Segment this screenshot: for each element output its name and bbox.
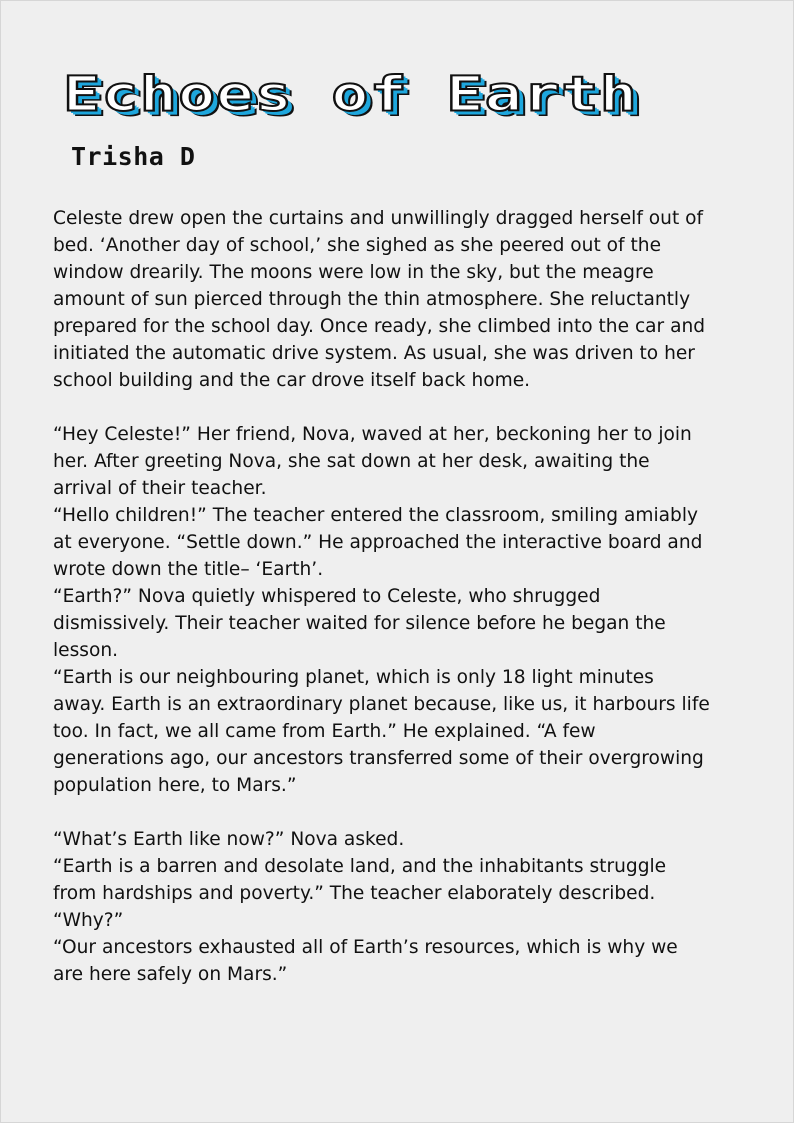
story-line: population here, to Mars.” [53, 775, 297, 796]
story-line: school building and the car drove itself back home. [53, 370, 531, 391]
story-line: initiated the automatic drive system. As usual, she was driven to her [53, 343, 695, 364]
story-line: “Hello children!” The teacher entered the classroom, smiling amiably [53, 505, 698, 526]
story-line: at everyone. “Settle down.” He approached the interactive board and [53, 532, 703, 553]
story-line: wrote down the title– ‘Earth’. [53, 559, 324, 580]
story-line: “Hey Celeste!” Her friend, Nova, waved at her, beckoning her to join [53, 424, 692, 445]
story-line: are here safely on Mars.” [53, 964, 288, 985]
story-line: “Our ancestors exhausted all of Earth’s resources, which is why we [53, 937, 678, 958]
story-line: “What’s Earth like now?” Nova asked. [53, 829, 405, 850]
story-line: her. After greeting Nova, she sat down at her desk, awaiting the [53, 451, 650, 472]
story-line: too. In fact, we all came from Earth.” He explained. “A few [53, 721, 596, 742]
author-name: Trisha D [71, 142, 196, 171]
story-line: lesson. [53, 640, 119, 661]
story-line: dismissively. Their teacher waited for silence before he began the [53, 613, 666, 634]
story-line: bed. ‘Another day of school,’ she sighed as she peered out of the [53, 235, 662, 256]
story-line: Celeste drew open the curtains and unwillingly dragged herself out of [53, 208, 704, 229]
story-body [53, 205, 777, 988]
story-line: “Earth is our neighbouring planet, which is only 18 light minutes [53, 667, 654, 688]
story-line: “Why?” [53, 910, 124, 931]
story-line: window drearily. The moons were low in the sky, but the meagre [53, 262, 654, 283]
story-line: from hardships and poverty.” The teacher elaborately described. [53, 883, 656, 904]
story-line: arrival of their teacher. [53, 478, 267, 499]
title-block [63, 63, 703, 143]
story-line: amount of sun pierced through the thin atmosphere. She reluctantly [53, 289, 691, 310]
paragraph-break [53, 799, 777, 826]
story-line: away. Earth is an extraordinary planet because, like us, it harbours life [53, 694, 710, 715]
paragraph-break [53, 394, 777, 421]
story-title: Echoes of Earth [63, 65, 638, 123]
story-line: “Earth?” Nova quietly whispered to Celeste, who shrugged [53, 586, 601, 607]
story-line: generations ago, our ancestors transferred some of their overgrowing [53, 748, 704, 769]
story-line: prepared for the school day. Once ready, she climbed into the car and [53, 316, 706, 337]
story-line: “Earth is a barren and desolate land, and the inhabitants struggle [53, 856, 667, 877]
